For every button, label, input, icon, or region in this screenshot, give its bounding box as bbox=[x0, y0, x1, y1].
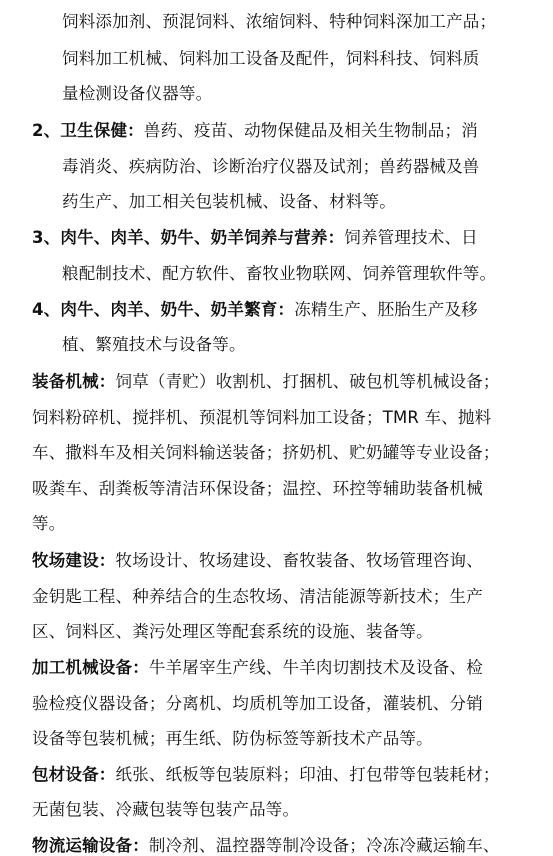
item3-heading: 3、肉牛、肉羊、奶牛、奶羊饲养与营养： bbox=[32, 228, 345, 247]
equipment-line-3: 车、撒料车及相关饲料输送装备；挤奶机、贮奶罐等专业设备； bbox=[32, 443, 500, 462]
item1-line-3: 量检测设备仪器等。 bbox=[62, 84, 213, 103]
logistics-heading: 物流运输设备： bbox=[32, 836, 149, 855]
processing-line-3: 设备等包装机械；再生纸、防伪标签等新技术产品等。 bbox=[32, 729, 433, 748]
item3-first-line bbox=[32, 228, 478, 248]
equipment-heading: 装备机械： bbox=[32, 372, 116, 391]
processing-line-2: 验检疫仪器设备；分离机、均质机等加工设备，灌装机、分销 bbox=[32, 694, 483, 713]
item2-heading: 2、卫生保健： bbox=[32, 121, 144, 140]
processing-heading: 加工机械设备： bbox=[32, 658, 149, 677]
packaging-heading: 包材设备： bbox=[32, 765, 116, 784]
ranch-line-3: 区、饲料区、粪污处理区等配套系统的设施、装备等。 bbox=[32, 622, 433, 641]
equipment-line-5: 等。 bbox=[32, 514, 66, 533]
equipment-line-4: 吸粪车、刮粪板等清洁环保设备；温控、环控等辅助装备机械 bbox=[32, 479, 483, 498]
item2-line-2: 毒消炎、疾病防治、诊断治疗仪器及试剂；兽药器械及兽 bbox=[62, 157, 480, 176]
item3-text-1: 饲养管理技术、日 bbox=[344, 228, 478, 247]
packaging-line-2: 无菌包装、冷藏包装等包装产品等。 bbox=[32, 800, 300, 819]
packaging-text-1: 纸张、纸板等包装原料；印油、打包带等包装耗材； bbox=[115, 765, 500, 784]
item2-text-1: 兽药、疫苗、动物保健品及相关生物制品；消 bbox=[143, 121, 478, 140]
equipment-first-line bbox=[32, 372, 500, 392]
logistics-text-1: 制冷剂、温控器等制冷设备；冷冻冷藏运输车、 bbox=[148, 836, 500, 855]
item2-line-3: 药生产、加工相关包装机械、设备、材料等。 bbox=[62, 192, 396, 211]
logistics-first-line bbox=[32, 836, 500, 856]
processing-first-line bbox=[32, 658, 483, 678]
item4-line-2: 植、繁殖技术与设备等。 bbox=[62, 335, 246, 354]
equipment-text-1: 饲草（青贮）收割机、打捆机、破包机等机械设备； bbox=[115, 372, 500, 391]
ranch-line-2: 金钥匙工程、种养结合的生态牧场、清洁能源等新技术；生产 bbox=[32, 587, 483, 606]
item1-line-2: 饲料加工机械、饲料加工设备及配件，饲料科技、饲料质 bbox=[62, 49, 480, 68]
item4-first-line bbox=[32, 300, 478, 320]
item4-heading: 4、肉牛、肉羊、奶牛、奶羊繁育： bbox=[32, 300, 295, 319]
ranch-text-1: 牧场设计、牧场建设、畜牧装备、牧场管理咨询、 bbox=[115, 551, 483, 570]
ranch-first-line bbox=[32, 551, 483, 571]
item1-line-1: 饲料添加剂、预混饲料、浓缩饲料、特种饲料深加工产品； bbox=[62, 12, 497, 31]
item2-first-line bbox=[32, 121, 478, 141]
ranch-heading: 牧场建设： bbox=[32, 551, 116, 570]
item3-line-2: 粮配制技术、配方软件、畜牧业物联网、饲养管理软件等。 bbox=[62, 264, 497, 283]
packaging-first-line bbox=[32, 765, 500, 785]
processing-text-1: 牛羊屠宰生产线、牛羊肉切割技术及设备、检 bbox=[148, 658, 483, 677]
item4-text-1: 冻精生产、胚胎生产及移 bbox=[294, 300, 478, 319]
equipment-line-2: 饲料粉碎机、搅拌机、预混机等饲料加工设备；TMR 车、抛料 bbox=[32, 408, 492, 427]
